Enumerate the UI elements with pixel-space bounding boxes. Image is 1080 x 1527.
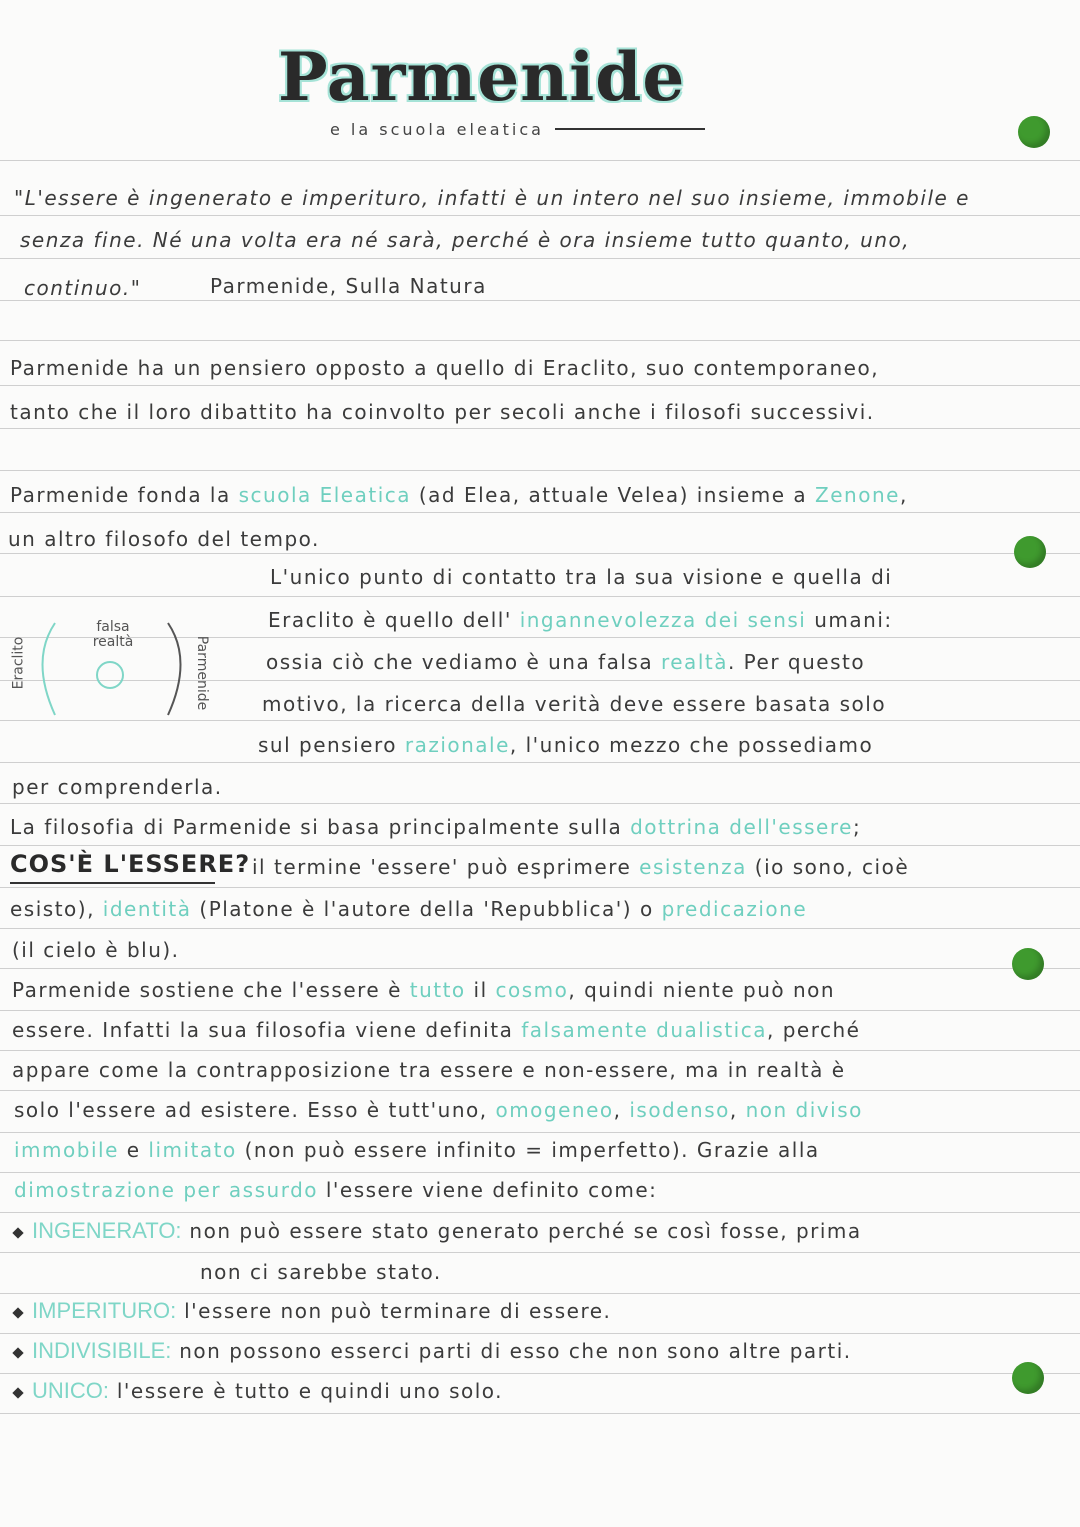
para2-line-1: Parmenide fonda la scuola Eleatica (ad Elea, attuale Velea) insieme a Zenone, (10, 483, 908, 507)
highlight-zenone: Zenone (815, 483, 900, 507)
subtitle-underline (555, 128, 705, 130)
quote-line-3: continuo." (24, 276, 142, 300)
binder-hole-dot (1018, 116, 1050, 148)
para4-line: La filosofia di Parmenide si basa principalmente sulla dottrina dell'essere; (10, 815, 862, 839)
para6-line-3: appare come la contrapposizione tra essere e non-essere, ma in realtà è (12, 1058, 846, 1082)
diamond-bullet-icon (12, 1347, 23, 1358)
para2-line-2: un altro filosofo del tempo. (8, 527, 320, 551)
quote-line-2: senza fine. Né una volta era né sarà, perché è ora insieme tutto quanto, uno, (20, 228, 911, 252)
highlight-omogeneo: omogeneo (495, 1098, 614, 1122)
page-title: Parmenide (278, 38, 686, 116)
bullet-term: UNICO: (32, 1378, 109, 1403)
para1-line-1: Parmenide ha un pensiero opposto a quello di Eraclito, suo contemporaneo, (10, 356, 880, 380)
highlight-realta: realtà (660, 650, 728, 674)
highlight-immobile: immobile (14, 1138, 119, 1162)
para6-line-2: essere. Infatti la sua filosofia viene definita falsamente dualistica, perché (12, 1018, 861, 1042)
bullet-text: non può essere stato generato perché se così fosse, prima (189, 1219, 862, 1243)
quote-source: Parmenide, Sulla Natura (210, 274, 487, 298)
highlight-predicazione: predicazione (661, 897, 808, 921)
highlight-esistenza: esistenza (639, 855, 747, 879)
para3-line-6: per comprenderla. (12, 775, 223, 799)
bullet-text: l'essere è tutto e quindi uno solo. (116, 1379, 504, 1403)
bullet-text: non possono esserci parti di esso che non sono altre parti. (179, 1339, 852, 1363)
highlight-non-diviso: non diviso (745, 1098, 863, 1122)
highlight-cosmo: cosmo (495, 978, 569, 1002)
para5-line-2: esisto), identità (Platone è l'autore della 'Repubblica') o predicazione (10, 897, 808, 921)
diamond-bullet-icon (12, 1227, 23, 1238)
highlight-scuola-eleatica: scuola Eleatica (238, 483, 412, 507)
list-item-continuation: non ci sarebbe stato. (200, 1260, 442, 1284)
binder-hole-dot (1012, 948, 1044, 980)
diagram-label-parmenide: Parmenide (194, 635, 211, 711)
highlight-ingannevolezza: ingannevolezza dei sensi (519, 608, 807, 632)
para3-line-1: L'unico punto di contatto tra la sua visione e quella di (270, 565, 893, 589)
diagram-label-falsa-realta: falsa realtà (92, 619, 134, 650)
page-subtitle: e la scuola eleatica (330, 120, 544, 139)
para5-line-1: il termine 'essere' può esprimere esistenza (io sono, cioè (252, 855, 910, 879)
list-item (14, 1338, 852, 1364)
list-item (14, 1378, 503, 1404)
bullet-term: IMPERITURO: (32, 1298, 177, 1323)
bullet-term: INDIVISIBILE: (32, 1338, 172, 1363)
highlight-isodenso: isodenso (629, 1098, 730, 1122)
highlight-dimostrazione-assurdo: dimostrazione per assurdo (14, 1178, 318, 1202)
para3-line-4: motivo, la ricerca della verità deve essere basata solo (262, 692, 887, 716)
list-item (14, 1218, 862, 1244)
section-heading: COS'È L'ESSERE? (10, 850, 251, 878)
para6-line-1: Parmenide sostiene che l'essere è tutto il cosmo, quindi niente può non (12, 978, 836, 1002)
list-item (14, 1298, 611, 1324)
binder-hole-dot (1012, 1362, 1044, 1394)
bullet-term: INGENERATO: (32, 1218, 182, 1243)
highlight-falsamente-dualistica: falsamente dualistica (521, 1018, 767, 1042)
bullet-text: l'essere non può terminare di essere. (184, 1299, 612, 1323)
highlight-identita: identità (102, 897, 192, 921)
diagram-label-eraclito: Eraclito (10, 636, 27, 690)
highlight-dottrina-essere: dottrina dell'essere (630, 815, 853, 839)
section-heading-underline (10, 882, 215, 884)
para3-line-5: sul pensiero razionale, l'unico mezzo che possediamo (258, 733, 874, 757)
para3-line-2: Eraclito è quello dell' ingannevolezza dei sensi umani: (268, 608, 893, 632)
diamond-bullet-icon (12, 1307, 23, 1318)
eraclito-parmenide-diagram (10, 615, 215, 725)
highlight-tutto: tutto (409, 978, 466, 1002)
para5-line-3: (il cielo è blu). (12, 938, 180, 962)
quote-line-1: "L'essere è ingenerato e imperituro, infatti è un intero nel suo insieme, immobile e (14, 186, 970, 210)
diamond-bullet-icon (12, 1387, 23, 1398)
para6-line-6: dimostrazione per assurdo l'essere viene definito come: (14, 1178, 658, 1202)
highlight-limitato: limitato (148, 1138, 237, 1162)
para6-line-5: immobile e limitato (non può essere infinito = imperfetto). Grazie alla (14, 1138, 820, 1162)
para6-line-4: solo l'essere ad esistere. Esso è tutt'uno, omogeneo, isodenso, non diviso (14, 1098, 863, 1122)
para3-line-3: ossia ciò che vediamo è una falsa realtà. Per questo (266, 650, 866, 674)
highlight-razionale: razionale (404, 733, 510, 757)
para1-line-2: tanto che il loro dibattito ha coinvolto per secoli anche i filosofi successivi. (10, 400, 875, 424)
binder-hole-dot (1014, 536, 1046, 568)
